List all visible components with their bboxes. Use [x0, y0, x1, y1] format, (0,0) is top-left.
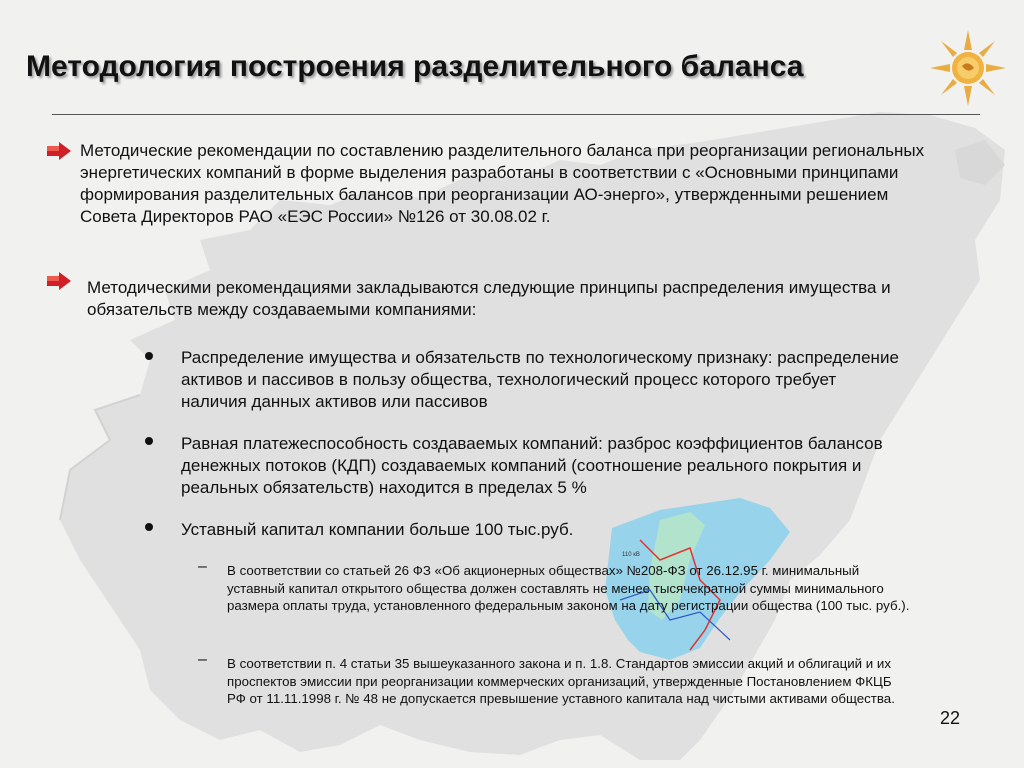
slide-title: Методология построения разделительного баланса — [26, 50, 804, 83]
bullet-point — [145, 352, 153, 360]
sun-logo-icon — [928, 28, 1008, 108]
principles-intro-paragraph: Методическими рекомендациями закладываются следующие принципы распределения имущества и обязательств между создаваемыми компаниями: — [87, 278, 891, 319]
note-article-35: В соответствии п. 4 статьи 35 вышеуказанного закона и п. 1.8. Стандартов эмиссии акций и облигаций и их проспектов эмиссии при реорганизации коммерческих организаций, утвержденные Постановлением ФКЦБ РФ от 11.11.1998 г. № 48 не допускается превышение уставного капитала над чистыми активами общества. — [227, 656, 895, 706]
bullet-point — [145, 523, 153, 531]
red-arrow-icon — [47, 142, 71, 160]
title-divider — [52, 114, 980, 115]
intro-paragraph: Методические рекомендации по составлению разделительного баланса при реорганизации региональных энергетических компаний в форме выделения разработаны в соответствии с «Основными принципами формирования разделительных балансов при реорганизации АО-энерго», утвержденными решением Совета Директоров РАО «ЕЭС России» №126 от 30.08.02 г. — [80, 141, 925, 226]
map-inset-label: 110 кВ — [622, 552, 640, 558]
note-article-26: В соответствии со статьей 26 ФЗ «Об акционерных обществах» №208-ФЗ от 26.12.95 г. минимальный уставный капитал открытого общества должен составлять не менее тысячекратной суммы минимального размера оплаты труда, установленного федеральным законом на дату регистрации общества (100 тыс. руб.). — [227, 563, 910, 613]
bullet-point — [145, 437, 153, 445]
principle-technological: Распределение имущества и обязательств по технологическому признаку: распределение активов и пассивов в пользу общества, технологический процесс которого требует наличия данных активов или пассивов — [181, 348, 899, 411]
principle-capital: Уставный капитал компании больше 100 тыс.руб. — [181, 520, 574, 539]
dash-bullet: – — [198, 651, 207, 668]
page-number: 22 — [939, 708, 960, 728]
principle-solvency: Равная платежеспособность создаваемых компаний: разброс коэффициентов балансов денежных потоков (КДП) создаваемых компаний (соотношение реального покрытия и реальных обязательств) находится в пределах 5 % — [181, 434, 883, 497]
dash-bullet: – — [198, 558, 207, 575]
red-arrow-icon — [47, 272, 71, 290]
